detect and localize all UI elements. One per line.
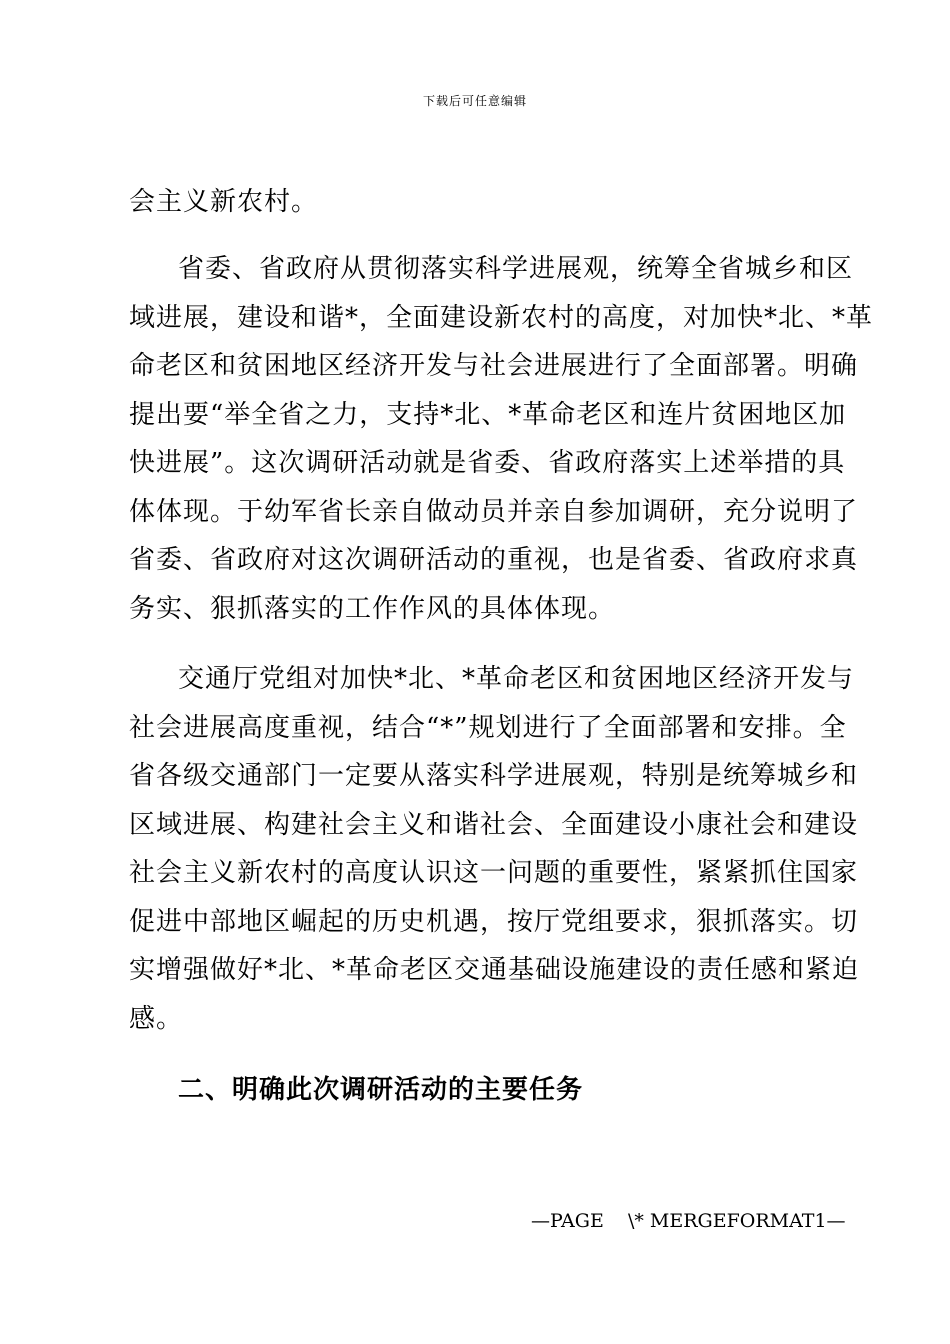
paragraph-continuation [129, 178, 833, 227]
section-heading: 二、明确此次调研活动的主要任务 [178, 1075, 584, 1105]
text-line: 实增强做好*北、*革命老区交通基础设施建设的责任感和紧迫 [129, 955, 860, 985]
paragraph-provincial-deployment [129, 245, 874, 633]
text-line: 促进中部地区崛起的历史机遇，按厅党组要求，狠抓落实。切 [129, 906, 859, 937]
page-header-note: 下载后可任意编辑 [422, 94, 527, 108]
text-line: 交通厅党组对加快*北、*革命老区和贫困地区经济开发与 [178, 664, 855, 694]
text-line: 社会主义新农村的高度认识这一问题的重要性，紧紧抓住国家 [129, 858, 859, 888]
text-line: 社会进展高度重视，结合“*”规划进行了全面部署和安排。全 [129, 712, 847, 743]
text-line: 务实、狠抓落实的工作作风的具体体现。 [129, 593, 616, 624]
text-line: 命老区和贫困地区经济开发与社会进展进行了全面部署。明确 [129, 351, 859, 381]
text-line: 省各级交通部门一定要从落实科学进展观，特别是统筹城乡和 [129, 761, 859, 791]
text-line: 快进展”。这次调研活动就是省委、省政府落实上述举措的具 [129, 448, 846, 478]
text-line: 感。 [129, 1003, 184, 1034]
text-line: 会主义新农村。 [129, 187, 319, 217]
paragraph-transport-department [129, 655, 860, 1043]
page-footer: —PAGE \* MERGEFORMAT1— [531, 1210, 846, 1232]
text-line: 体体现。于幼军省长亲自做动员并亲自参加调研，充分说明了 [129, 496, 859, 527]
text-line: 区域进展、构建社会主义和谐社会、全面建设小康社会和建设 [129, 809, 859, 840]
text-line: 省委、省政府对这次调研活动的重视，也是省委、省政府求真 [129, 545, 859, 575]
text-line: 域进展，建设和谐*，全面建设新农村的高度，对加快*北、*革 [129, 302, 874, 333]
text-line: 省委、省政府从贯彻落实科学进展观，统筹全省城乡和区 [178, 254, 854, 284]
text-line: 提出要“举全省之力，支持*北、*革命老区和连片贫困地区加 [129, 399, 847, 430]
